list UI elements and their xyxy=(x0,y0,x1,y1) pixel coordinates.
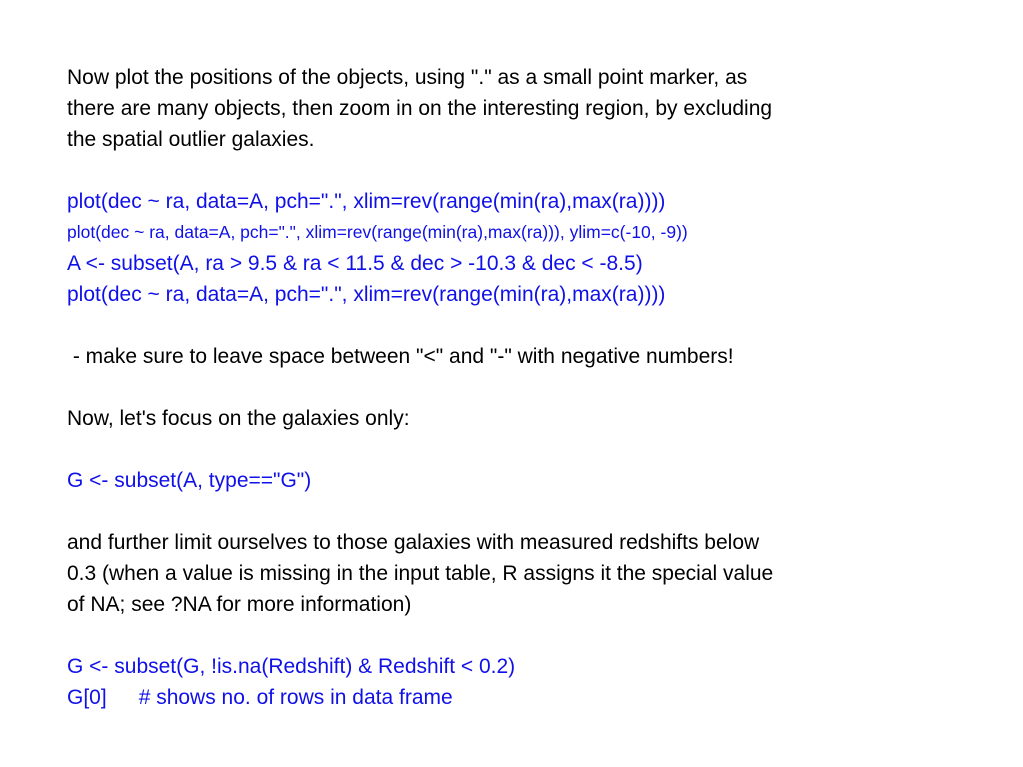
intro-line: the spatial outlier galaxies. xyxy=(67,128,315,151)
spacer xyxy=(67,372,967,403)
code-line-subset-galaxies: G <- subset(A, type=="G") xyxy=(67,469,312,492)
code-line: A <- subset(A, ra > 9.5 & ra < 11.5 & dec > -10.3 & dec < -8.5) xyxy=(67,252,643,275)
limit-line: and further limit ourselves to those galaxies with measured redshifts below xyxy=(67,531,760,554)
intro-line: there are many objects, then zoom in on the interesting region, by excluding xyxy=(67,97,773,120)
code-line: plot(dec ~ ra, data=A, pch=".", xlim=rev(range(min(ra),max(ra))), ylim=c(-10, -9)) xyxy=(67,222,688,242)
spacer xyxy=(67,620,967,651)
code-line: plot(dec ~ ra, data=A, pch=".", xlim=rev(range(min(ra),max(ra)))) xyxy=(67,190,666,213)
limit-line: of NA; see ?NA for more information) xyxy=(67,593,412,616)
code-g0: G[0] xyxy=(67,686,107,709)
spacer xyxy=(67,155,967,186)
intro-line: Now plot the positions of the objects, using "." as a small point marker, as xyxy=(67,66,748,89)
code-block-redshift xyxy=(67,651,967,713)
spacer xyxy=(67,496,967,527)
code-line-rows xyxy=(67,682,967,713)
code-block-plot xyxy=(67,186,967,310)
intro-paragraph xyxy=(67,62,967,155)
code-line: plot(dec ~ ra, data=A, pch=".", xlim=rev(range(min(ra),max(ra)))) xyxy=(67,283,666,306)
slide-content xyxy=(67,62,967,713)
code-comment: # shows no. of rows in data frame xyxy=(138,686,453,709)
code-line: G <- subset(G, !is.na(Redshift) & Redshift < 0.2) xyxy=(67,655,516,678)
limit-line: 0.3 (when a value is missing in the input table, R assigns it the special value xyxy=(67,562,774,585)
spacer xyxy=(67,434,967,465)
limit-paragraph xyxy=(67,527,967,620)
note-text: - make sure to leave space between "<" and "-" with negative numbers! xyxy=(67,345,734,368)
focus-text: Now, let's focus on the galaxies only: xyxy=(67,407,410,430)
spacer xyxy=(67,310,967,341)
